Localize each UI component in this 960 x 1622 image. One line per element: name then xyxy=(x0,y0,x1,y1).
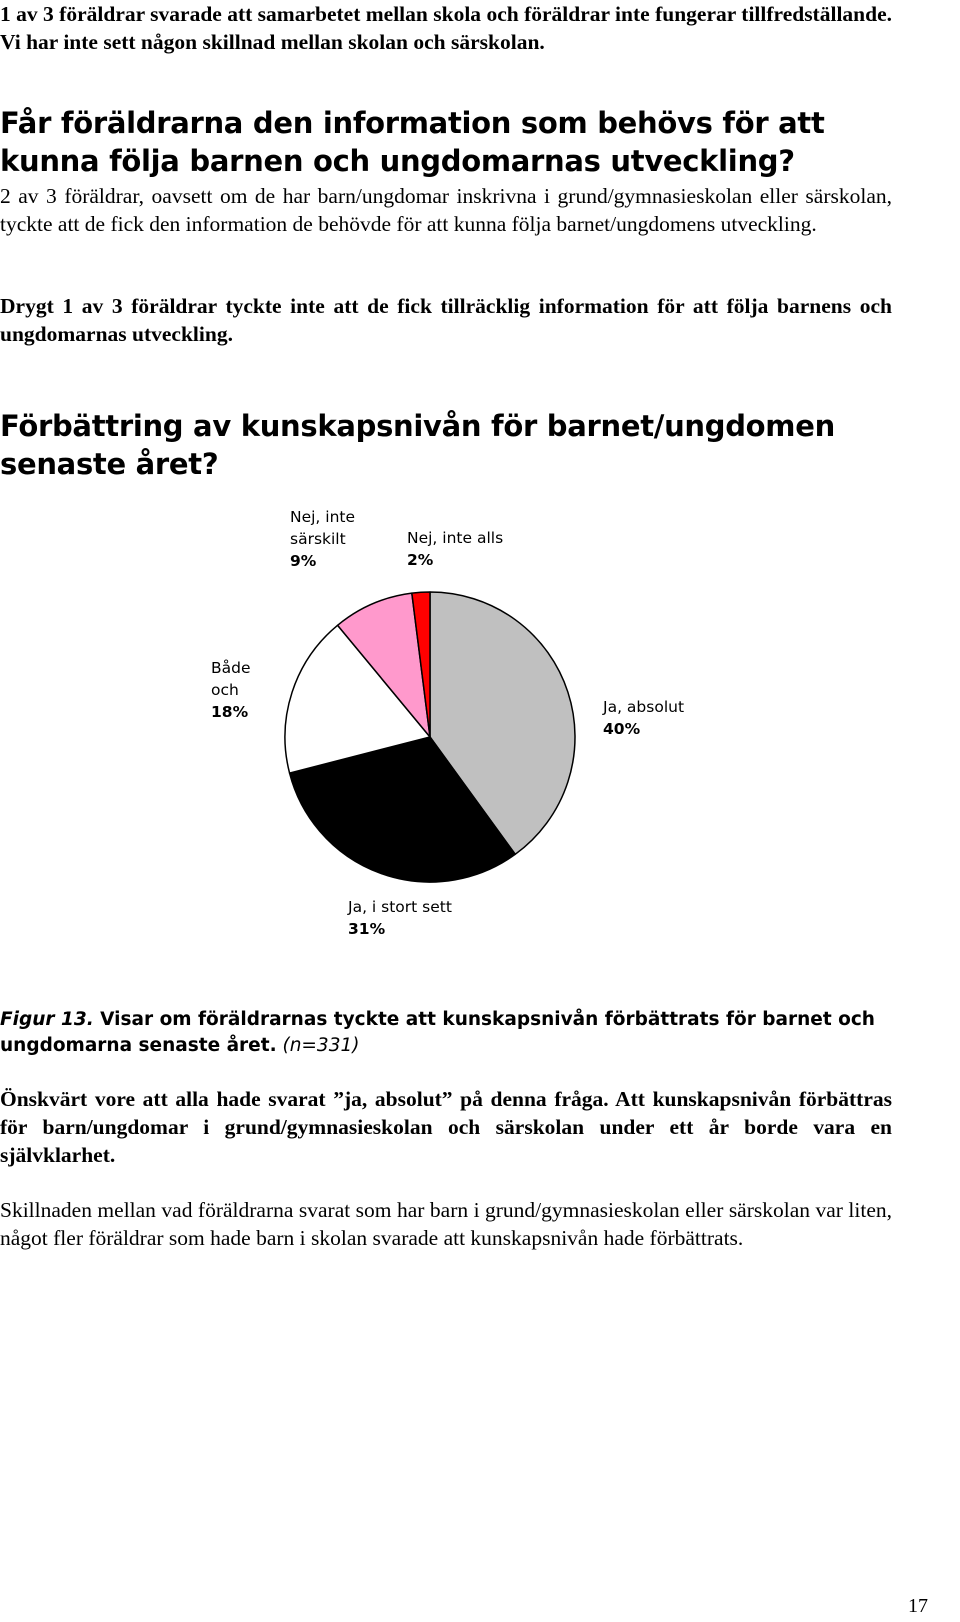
figure-caption-sample-size: (n=331) xyxy=(276,1035,360,1056)
label-nej-inte-sarskilt xyxy=(290,506,355,572)
figure-caption xyxy=(0,1007,892,1059)
label-bade-och xyxy=(211,657,251,723)
label-bade-och-line1: Både xyxy=(211,659,251,677)
pie-slice-nej-inte-särskilt xyxy=(338,593,430,737)
paragraph-information-minority: Drygt 1 av 3 föräldrar tyckte inte att de fick tillräcklig information för att följa barnens och ungdomarnas utveckling. xyxy=(0,294,892,346)
label-ja-absolut-value: 40% xyxy=(603,720,641,738)
figure-caption-text: Visar om föräldrarnas tyckte att kunskapsnivån förbättrats för barnet och ungdomarna senaste året. xyxy=(0,1009,875,1056)
label-nej-inte-sarskilt-line2: särskilt xyxy=(290,530,346,548)
page-number: 17 xyxy=(908,1595,928,1617)
label-bade-och-value: 18% xyxy=(211,703,249,721)
label-nej-inte-alls-value: 2% xyxy=(407,551,434,569)
label-ja-i-stort-sett xyxy=(348,896,452,940)
intro-paragraph: 1 av 3 föräldrar svarade att samarbetet mellan skola och föräldrar inte fungerar tillfredställande. Vi har inte sett någon skillnad mellan skolan och särskolan. xyxy=(0,2,892,54)
label-ja-absolut-name: Ja, absolut xyxy=(603,698,685,716)
pie-slice-ja-i-stort-sett xyxy=(290,737,516,882)
section-heading-knowledge: Förbättring av kunskapsnivån för barnet/ungdomen senaste året? xyxy=(0,409,835,481)
section-heading-information: Får föräldrarna den information som behövs för att kunna följa barnen och ungdomarnas utveckling? xyxy=(0,106,825,178)
pie-slice-både-och xyxy=(285,625,430,773)
pie-slice-nej-inte-alls xyxy=(412,592,430,737)
label-ja-i-stort-sett-name: Ja, i stort sett xyxy=(348,898,452,916)
label-nej-inte-sarskilt-line1: Nej, inte xyxy=(290,508,356,526)
label-nej-inte-alls xyxy=(407,527,503,571)
label-nej-inte-sarskilt-value: 9% xyxy=(290,552,317,570)
paragraph-difference: Skillnaden mellan vad föräldrarna svarat som har barn i grund/gymnasieskolan eller särskolan var liten, något fler föräldrar som hade barn i skolan svarade att kunskapsnivån hade förbättrats. xyxy=(0,1198,892,1250)
label-ja-i-stort-sett-value: 31% xyxy=(348,920,386,938)
label-bade-och-line2: och xyxy=(211,681,239,699)
paragraph-information-majority: 2 av 3 föräldrar, oavsett om de har barn/ungdomar inskrivna i grund/gymnasieskolan eller särskolan, tyckte att de fick den information de behövde för att kunna följa barnet/ungdomens utveckling. xyxy=(0,184,892,236)
figure-caption-number: Figur 13. xyxy=(0,1009,94,1030)
pie-slice-ja-absolut xyxy=(430,592,575,854)
label-ja-absolut xyxy=(603,696,684,740)
label-nej-inte-alls-name: Nej, inte alls xyxy=(407,529,504,547)
paragraph-desirable: Önskvärt vore att alla hade svarat ”ja, absolut” på denna fråga. Att kunskapsnivån förbättras för barn/ungdomar i grund/gymnasieskolan och särskolan under ett år borde vara en självklarhet. xyxy=(0,1087,892,1167)
